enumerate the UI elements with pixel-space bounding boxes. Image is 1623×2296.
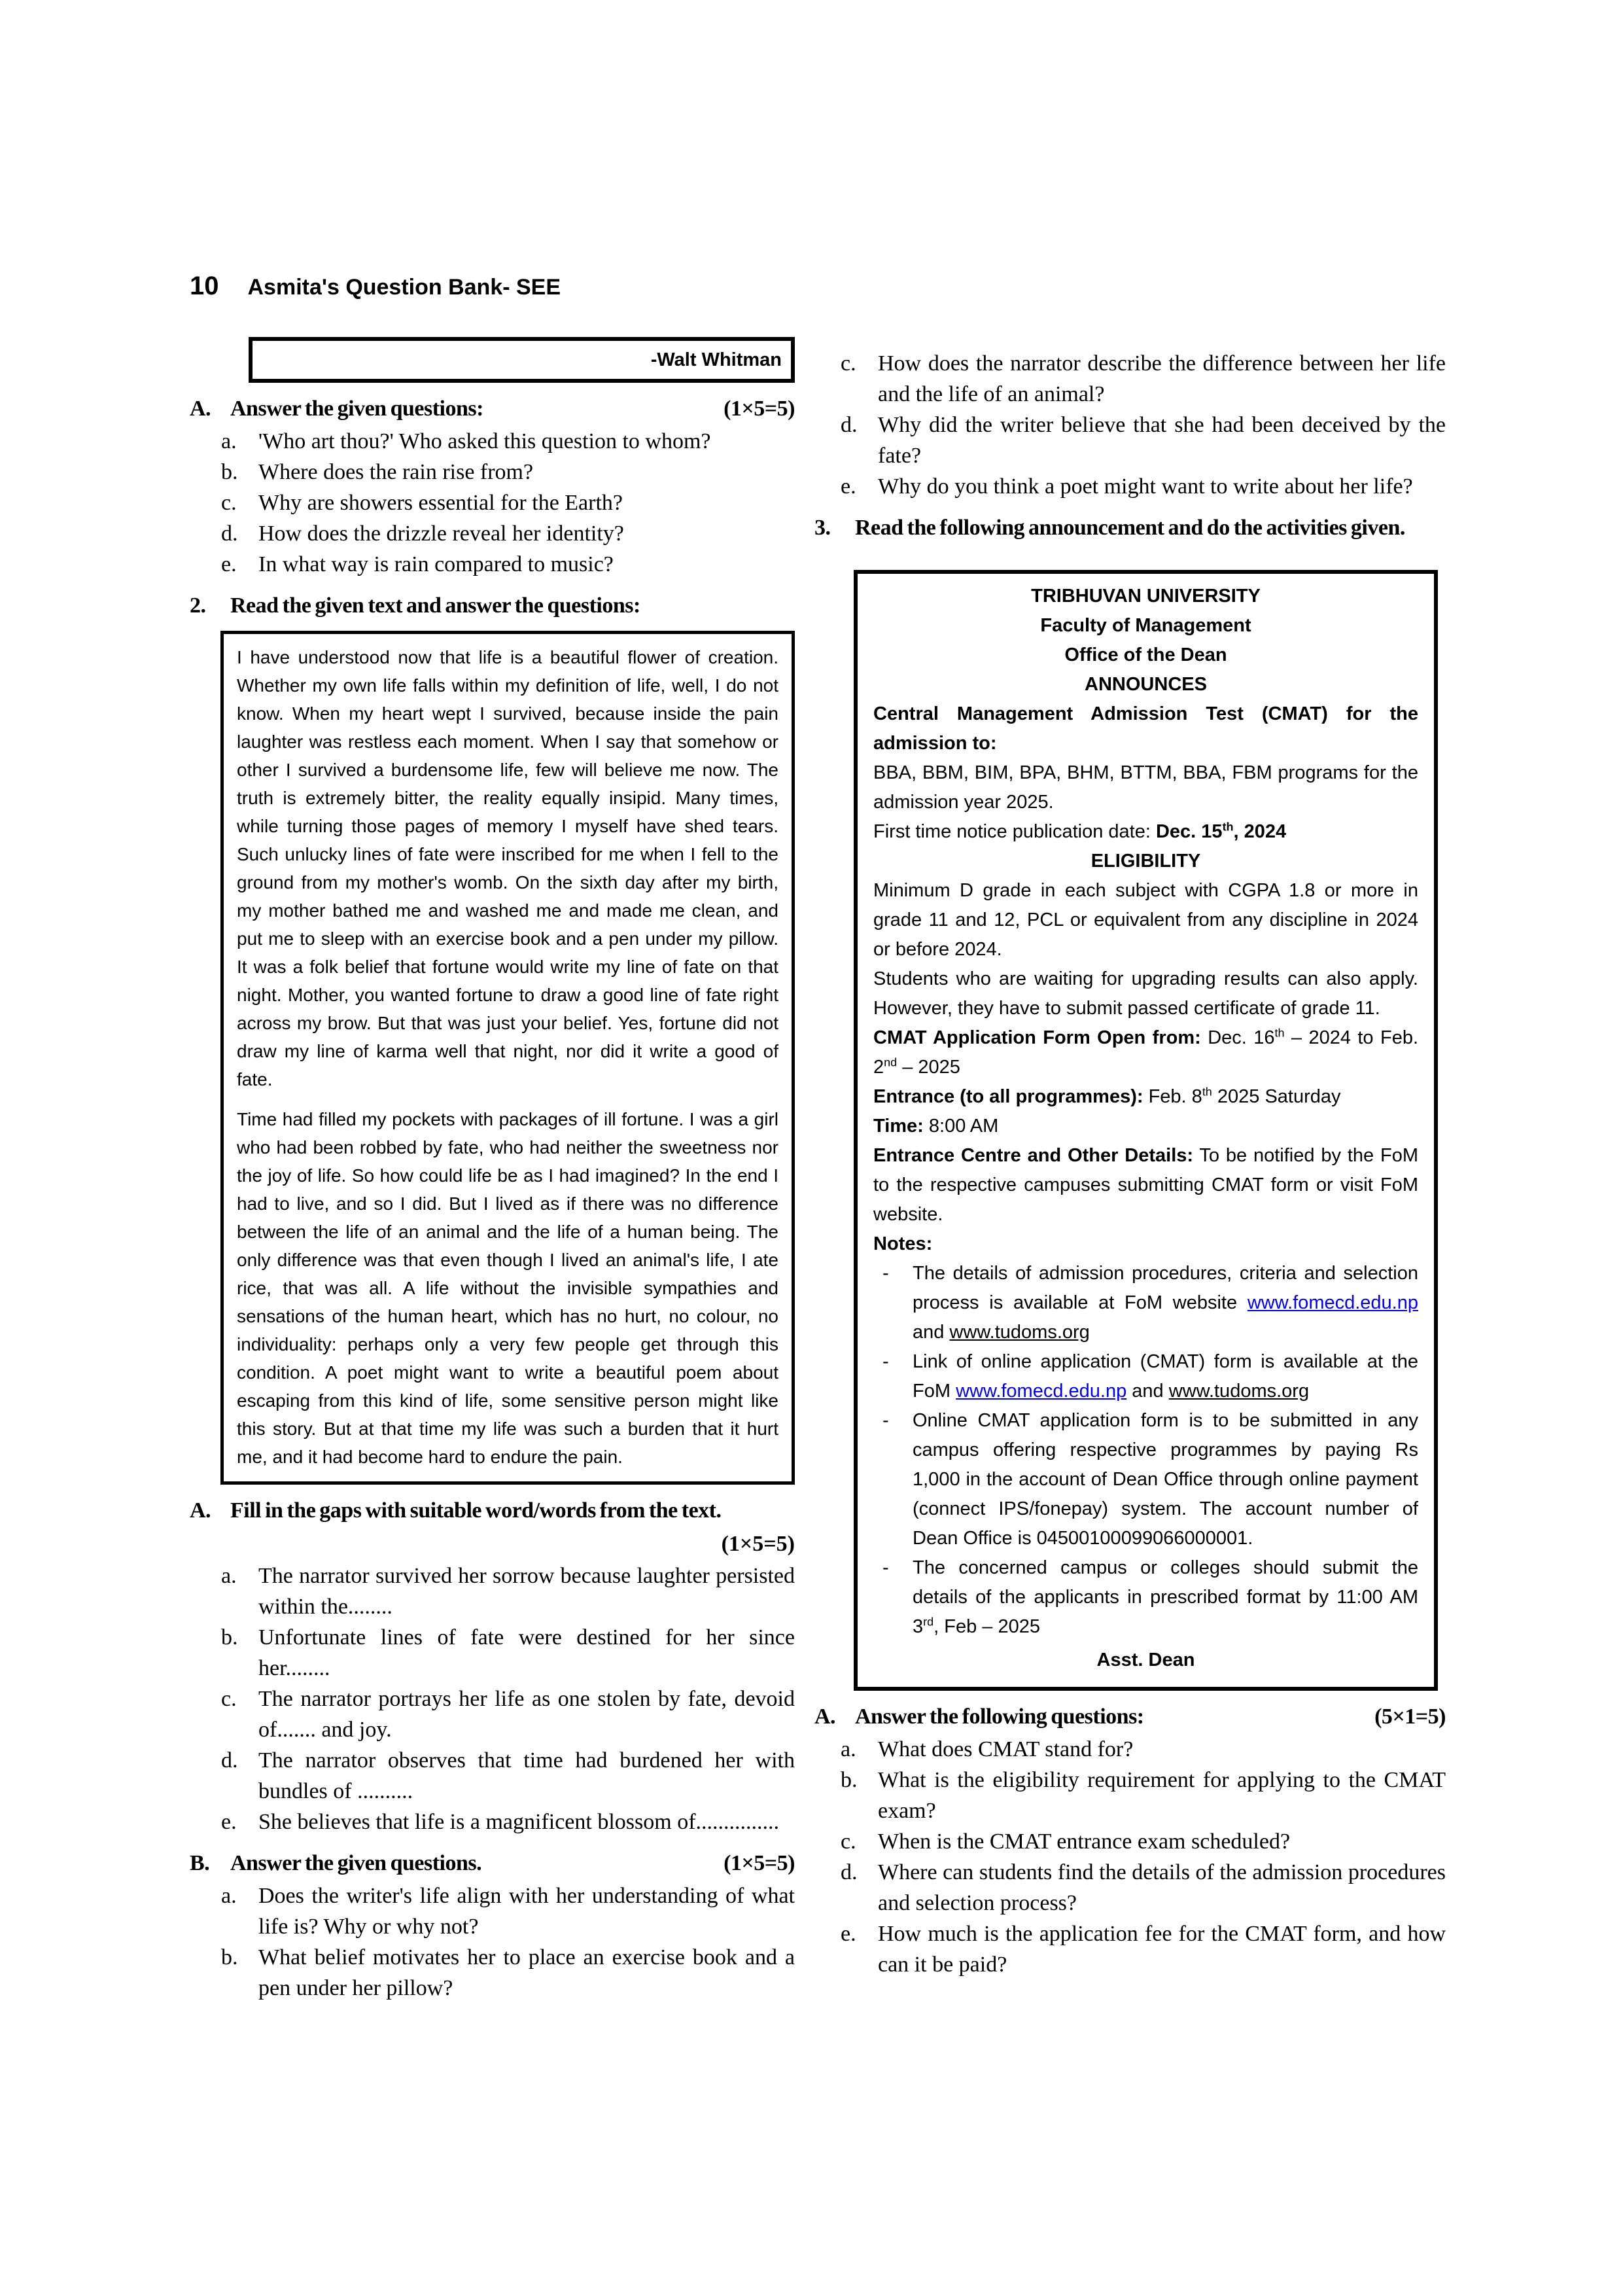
gap-fill-item bbox=[190, 1622, 795, 1684]
tudoms-website-link: www.tudoms.org bbox=[1168, 1381, 1310, 1402]
publication-label: First time notice publication date: bbox=[873, 821, 1156, 842]
section-marker: B. bbox=[190, 1851, 210, 1875]
form-open-date-3: – 2025 bbox=[897, 1057, 960, 1078]
note-run: The details of admission procedures, criteria and selection process is available at FoM website bbox=[913, 1263, 1418, 1313]
section-heading-announcement bbox=[814, 511, 1446, 545]
question-letter: d. bbox=[221, 1748, 238, 1773]
question-letter: e. bbox=[221, 1810, 237, 1834]
ordinal-suffix: th bbox=[1202, 1085, 1212, 1099]
section-title: Answer the given questions. bbox=[230, 1851, 482, 1875]
entrance-date: Feb. 8 bbox=[1143, 1086, 1202, 1107]
passage-paragraph-2: Time had filled my pockets with packages of ill fortune. I was a girl who had been robbed by fate, who had neither the sweetness nor the joy of life. So how could life be as I had imagined? In the end I had to live, and so I did. But I lived as if there was no difference between the life of an animal and the life of a human being. The only difference was that even though I lived an animal's life, I ate rice, that was all. A life without the invisible sympathies and sensations of the human heart, which has no hurt, no colour, no individuality: perhaps only a very few people get through this condition. A poet might want to write a beautiful poem about escaping from this kind of life, some sensitive person might like this story. But at that time my life was such a burden that it hurt me, and it had become hard to endure the pain. bbox=[237, 1109, 778, 1467]
ordinal-suffix: nd bbox=[884, 1055, 898, 1069]
question-text: In what way is rain compared to music? bbox=[258, 552, 614, 576]
section-heading-following-questions bbox=[814, 1700, 1446, 1734]
passage-paragraph-1: I have understood now that life is a beautiful flower of creation. Whether my own life falls within my definition of life, well, I do not know. When my heart wept I survived, because inside the pain laughter was restless each moment. When I say that somehow or other I survived a burdensome life, few will believe me now. The truth is extremely bitter, the reality equally insipid. Many times, while turning those pages of memory I myself have shed tears. Such unlucky lines of fate were inscribed for me when I fell to the ground from my mother's womb. On the sixth day after my birth, my mother bathed me and washed me and made me clean, and put me to sleep with an exercise book and a pen under my pillow. It was a folk belief that fortune would write my line of fate on that night. Mother, you wanted fortune to draw a good line of fate right across my brow. But that was just your belief. Yes, fortune did not draw my line of karma well that night, nor did it write a good of fate. bbox=[237, 647, 778, 1089]
question-text: How does the drizzle reveal her identity? bbox=[258, 521, 624, 546]
question-letter: e. bbox=[841, 474, 856, 499]
note-dash: - bbox=[882, 1557, 889, 1578]
entrance-day: 2025 Saturday bbox=[1212, 1086, 1341, 1107]
form-open-label: CMAT Application Form Open from: bbox=[873, 1027, 1201, 1048]
entrance-row bbox=[873, 1082, 1418, 1112]
ordinal-suffix: th bbox=[1222, 820, 1234, 834]
question-text: Why did the writer believe that she had been deceived by the fate? bbox=[878, 413, 1446, 468]
question-text: She believes that life is a magnificent blossom of............... bbox=[258, 1810, 780, 1834]
question-letter: d. bbox=[221, 521, 238, 546]
note-item bbox=[873, 1553, 1418, 1642]
question-text: What belief motivates her to place an exercise book and a pen under her pillow? bbox=[258, 1945, 795, 2000]
section-title: Read the given text and answer the questions: bbox=[230, 593, 640, 618]
question-item bbox=[190, 549, 795, 580]
announcement-office: Office of the Dean bbox=[1064, 645, 1227, 665]
question-text: Why do you think a poet might want to write about her life? bbox=[878, 474, 1413, 499]
section-marker: 3. bbox=[814, 516, 831, 540]
attribution-box bbox=[249, 337, 795, 383]
question-text: When is the CMAT entrance exam scheduled? bbox=[878, 1829, 1291, 1854]
centre-row bbox=[873, 1141, 1418, 1229]
question-item bbox=[814, 1918, 1446, 1980]
question-item bbox=[190, 1881, 795, 1942]
attribution-text: -Walt Whitman bbox=[650, 349, 782, 370]
section-marker: 2. bbox=[190, 593, 206, 618]
publication-date: Dec. 15 bbox=[1155, 821, 1223, 842]
publication-year: , 2024 bbox=[1233, 821, 1287, 842]
question-letter: a. bbox=[221, 1884, 237, 1908]
section-title: Read the following announcement and do the activities given. bbox=[855, 516, 1405, 540]
form-open-date-2: – 2024 to Feb. 2 bbox=[873, 1027, 1419, 1078]
note-run: and bbox=[1126, 1381, 1169, 1402]
question-letter: b. bbox=[221, 460, 238, 484]
section-marks: (1×5=5) bbox=[724, 397, 795, 421]
question-letter: e. bbox=[221, 552, 237, 576]
question-text: Does the writer's life align with her understanding of what life is? Why or why not? bbox=[258, 1884, 795, 1939]
question-letter: b. bbox=[221, 1945, 238, 1969]
eligibility-text-2: Students who are waiting for upgrading results can also apply. However, they have to submit passed certificate of grade 11. bbox=[873, 968, 1418, 1019]
question-item bbox=[814, 1857, 1446, 1918]
question-text: 'Who art thou?' Who asked this question to whom? bbox=[258, 429, 711, 453]
question-text: The narrator survived her sorrow because laughter persisted within the........ bbox=[258, 1564, 795, 1619]
announcement-publication-date bbox=[873, 817, 1418, 847]
section-heading-answer-questions-b bbox=[190, 1846, 795, 1881]
gap-fill-item bbox=[190, 1561, 795, 1622]
section-marks: (1×5=5) bbox=[724, 1851, 795, 1875]
question-item bbox=[814, 1765, 1446, 1826]
announcement-programs: BBA, BBM, BIM, BPA, BHM, BTTM, BBA, FBM programs for the admission year 2025. bbox=[873, 762, 1418, 813]
announcement-announces: ANNOUNCES bbox=[1085, 674, 1207, 695]
note-dash: - bbox=[882, 1263, 889, 1284]
question-text: Unfortunate lines of fate were destined for her since her........ bbox=[258, 1625, 795, 1680]
question-letter: b. bbox=[221, 1625, 238, 1650]
fom-website-link: www.fomecd.edu.np bbox=[1247, 1292, 1418, 1313]
ordinal-suffix: th bbox=[1274, 1026, 1285, 1040]
question-item bbox=[190, 1942, 795, 2004]
question-item bbox=[814, 471, 1446, 502]
note-run: , Feb – 2025 bbox=[934, 1616, 1040, 1637]
question-text: How much is the application fee for the CMAT form, and how can it be paid? bbox=[878, 1922, 1446, 1977]
page-number: 10 bbox=[190, 272, 219, 300]
section-marker: A. bbox=[814, 1704, 836, 1729]
section-heading-answer-questions bbox=[190, 392, 795, 426]
question-text: What does CMAT stand for? bbox=[878, 1737, 1134, 1761]
announcement-signature: Asst. Dean bbox=[1096, 1650, 1195, 1670]
gap-fill-item bbox=[190, 1684, 795, 1745]
eligibility-text-1: Minimum D grade in each subject with CGPA 1.8 or more in grade 11 and 12, PCL or equivalent from any discipline in 2024 or before 2024. bbox=[873, 880, 1418, 960]
announcement-faculty: Faculty of Management bbox=[1040, 615, 1251, 636]
centre-label: Entrance Centre and Other Details: bbox=[873, 1145, 1194, 1166]
note-text: Online CMAT application form is to be submitted in any campus offering respective programmes by paying Rs 1,000 in the account of Dean Office through online payment (connect IPS/fonepay) system. The account number of Dean Office is 04500100099066000001. bbox=[913, 1410, 1418, 1549]
question-item bbox=[190, 487, 795, 518]
section-marker: A. bbox=[190, 397, 211, 421]
question-letter: b. bbox=[841, 1768, 858, 1792]
centre-text: To be notified by the FoM to the respective campuses submitting CMAT form or visit FoM website. bbox=[873, 1145, 1418, 1225]
entrance-label: Entrance (to all programmes): bbox=[873, 1086, 1143, 1107]
note-text bbox=[913, 1259, 1418, 1347]
question-text: What is the eligibility requirement for applying to the CMAT exam? bbox=[878, 1768, 1446, 1823]
note-dash: - bbox=[882, 1351, 889, 1372]
note-run: Link of online application (CMAT) form is available at the FoM bbox=[913, 1351, 1418, 1402]
question-item bbox=[190, 518, 795, 549]
note-item bbox=[873, 1259, 1418, 1347]
section-title: Fill in the gaps with suitable word/words from the text. bbox=[230, 1498, 722, 1523]
note-run: The concerned campus or colleges should submit the details of the applicants in prescribed format by 11:00 AM 3 bbox=[913, 1557, 1418, 1637]
fom-website-link: www.fomecd.edu.np bbox=[956, 1381, 1127, 1402]
gap-fill-item bbox=[190, 1807, 795, 1837]
question-item bbox=[814, 1826, 1446, 1857]
section-marks: (5×1=5) bbox=[1374, 1704, 1446, 1729]
note-item bbox=[873, 1347, 1418, 1406]
left-column bbox=[190, 301, 795, 2004]
question-text: The narrator observes that time had burdened her with bundles of .......... bbox=[258, 1748, 795, 1803]
announcement-university: TRIBHUVAN UNIVERSITY bbox=[1031, 586, 1261, 607]
question-text: Where does the rain rise from? bbox=[258, 460, 534, 484]
section-title: Answer the given questions: bbox=[230, 397, 483, 421]
question-letter: a. bbox=[221, 429, 237, 453]
question-text: Why are showers essential for the Earth? bbox=[258, 491, 623, 515]
time-label: Time: bbox=[873, 1116, 924, 1137]
question-item bbox=[814, 1734, 1446, 1765]
question-letter: c. bbox=[221, 1687, 237, 1711]
note-text bbox=[913, 1553, 1418, 1642]
section-heading-read-text bbox=[190, 589, 795, 623]
tudoms-website-link: www.tudoms.org bbox=[949, 1322, 1090, 1343]
note-text bbox=[913, 1347, 1418, 1406]
question-item bbox=[814, 410, 1446, 471]
reading-passage-box bbox=[220, 631, 795, 1485]
question-letter: a. bbox=[221, 1564, 237, 1588]
page-header bbox=[190, 272, 1446, 301]
question-letter: e. bbox=[841, 1922, 856, 1946]
ordinal-suffix: rd bbox=[923, 1615, 934, 1629]
question-text: Where can students find the details of the admission procedures and selection process? bbox=[878, 1860, 1446, 1915]
announcement-box bbox=[854, 570, 1438, 1691]
question-letter: d. bbox=[841, 1860, 858, 1884]
question-text: The narrator portrays her life as one stolen by fate, devoid of....... and joy. bbox=[258, 1687, 795, 1742]
question-letter: a. bbox=[841, 1737, 856, 1761]
time-row bbox=[873, 1112, 1418, 1141]
note-item bbox=[873, 1406, 1418, 1553]
two-column-layout bbox=[190, 301, 1446, 2004]
question-item bbox=[190, 457, 795, 487]
notes-label: Notes: bbox=[873, 1233, 933, 1254]
announcement-intro: Central Management Admission Test (CMAT) for the admission to: bbox=[873, 703, 1418, 754]
book-title: Asmita's Question Bank- SEE bbox=[247, 275, 561, 300]
question-letter: c. bbox=[841, 1829, 856, 1854]
question-text: How does the narrator describe the difference between her life and the life of an animal? bbox=[878, 351, 1446, 406]
form-open-date-1: Dec. 16 bbox=[1200, 1027, 1275, 1048]
gap-fill-item bbox=[190, 1745, 795, 1807]
section-title: Answer the following questions: bbox=[855, 1704, 1144, 1729]
note-run: and bbox=[913, 1322, 950, 1343]
section-heading-fill-gaps bbox=[190, 1494, 795, 1528]
question-letter: c. bbox=[221, 491, 237, 515]
question-letter: c. bbox=[841, 351, 856, 376]
section-marks: (1×5=5) bbox=[721, 1532, 795, 1556]
question-letter: d. bbox=[841, 413, 858, 437]
form-open-row bbox=[873, 1023, 1418, 1082]
note-dash: - bbox=[882, 1410, 889, 1431]
time-value: 8:00 AM bbox=[923, 1116, 999, 1137]
section-marker: A. bbox=[190, 1498, 211, 1523]
right-column bbox=[814, 301, 1446, 2004]
question-item bbox=[814, 348, 1446, 410]
question-item bbox=[190, 426, 795, 457]
announcement-eligibility-title: ELIGIBILITY bbox=[1091, 851, 1201, 872]
